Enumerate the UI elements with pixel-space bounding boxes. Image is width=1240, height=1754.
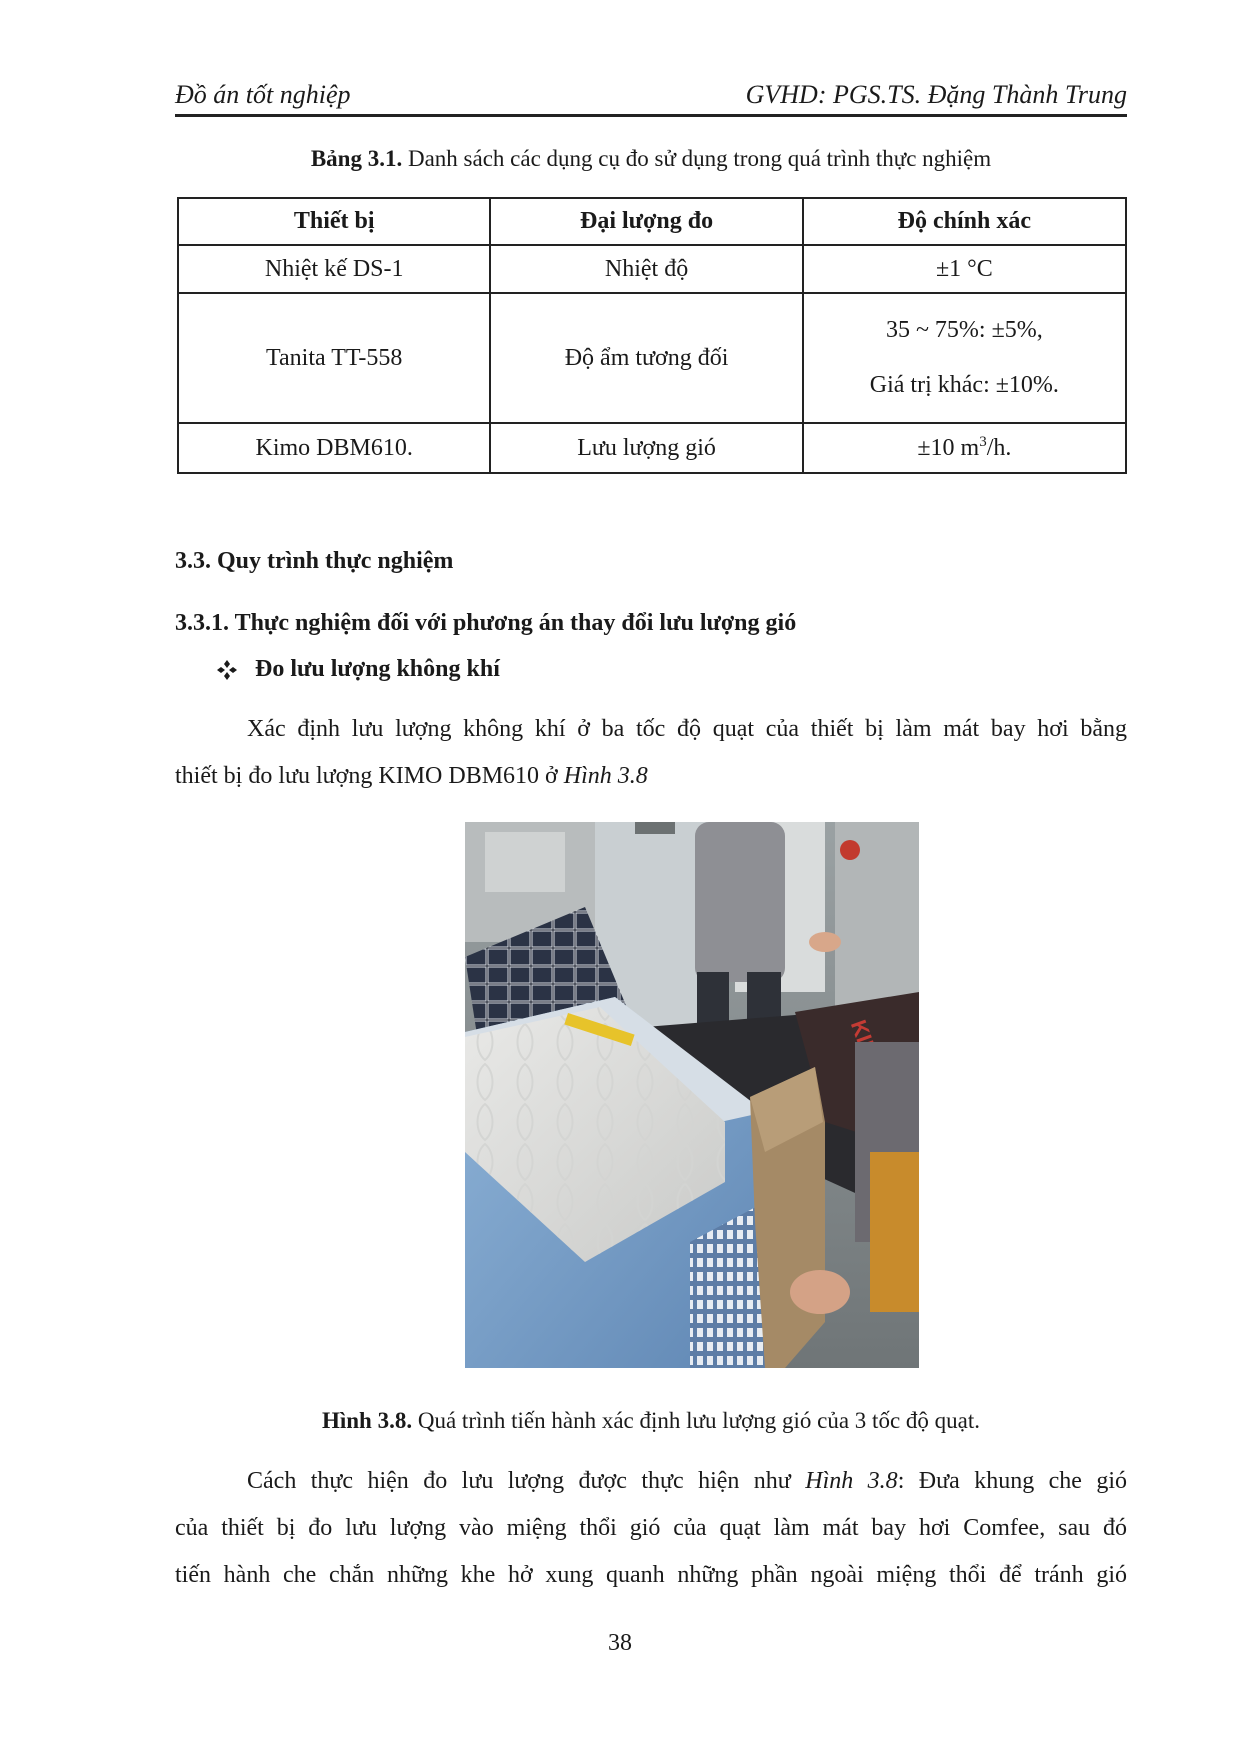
figure-reference: Hình 3.8 (805, 1468, 898, 1494)
cell-quantity: Nhiệt độ (490, 245, 802, 293)
figure-caption-text: Quá trình tiến hành xác định lưu lượng gió của 3 tốc độ quạt. (412, 1408, 981, 1433)
accuracy-value: ±10 m (917, 435, 980, 461)
figure-photo-airflow-measurement (465, 822, 919, 1368)
four-diamond-bullet-icon (217, 660, 237, 680)
figure-caption (175, 1408, 1127, 1434)
subsection-heading: 3.3.1. Thực nghiệm đối với phương án thay đổi lưu lượng gió (175, 610, 797, 636)
bullet-heading-text: Đo lưu lượng không khí (255, 656, 500, 682)
photo-illustration (465, 822, 919, 1368)
accuracy-line: 35 ~ 75%: ±5%, (885, 317, 1043, 343)
col-header-quantity: Đại lượng đo (490, 198, 802, 245)
table-row (178, 423, 1126, 473)
cell-device: Kimo DBM610. (178, 423, 490, 473)
page-header (175, 70, 1127, 117)
cell-device: Tanita TT-558 (178, 293, 490, 423)
paragraph-line: của thiết bị đo lưu lượng vào miệng thổi gió của quạt làm mát bay hơi Comfee, sau đó (175, 1515, 1127, 1541)
paragraph-line: thiết bị đo lưu lượng KIMO DBM610 ở (175, 763, 564, 789)
figure-reference: Hình 3.8 (563, 763, 648, 789)
header-left: Đồ án tốt nghiệp (175, 80, 351, 109)
header-right: GVHD: PGS.TS. Đặng Thành Trung (745, 80, 1127, 109)
col-header-device: Thiết bị (178, 198, 490, 245)
accuracy-line: Giá trị khác: ±10%. (869, 372, 1059, 398)
col-header-accuracy: Độ chính xác (803, 198, 1126, 245)
paragraph-airflow-method (175, 706, 1127, 800)
table-caption (175, 146, 1127, 172)
paragraph-measurement-procedure (175, 1458, 1127, 1599)
section-heading: 3.3. Quy trình thực nghiệm (175, 548, 454, 574)
cell-accuracy (803, 293, 1126, 423)
paragraph-line: : Đưa khung che gió (897, 1468, 1128, 1494)
page-number: 38 (608, 1630, 632, 1656)
cell-accuracy (803, 423, 1126, 473)
table-row (178, 293, 1126, 423)
table-caption-text: Danh sách các dụng cụ đo sử dụng trong quá trình thực nghiệm (402, 146, 992, 171)
instruments-table (177, 197, 1127, 474)
cell-quantity: Lưu lượng gió (490, 423, 802, 473)
paragraph-line: Cách thực hiện đo lưu lượng được thực hiện như (247, 1468, 806, 1494)
cell-device: Nhiệt kế DS-1 (178, 245, 490, 293)
table-row (178, 245, 1126, 293)
table-header-row (178, 198, 1126, 245)
bullet-heading (217, 656, 500, 683)
table-caption-label: Bảng 3.1. (310, 146, 403, 171)
paragraph-line: Xác định lưu lượng không khí ở ba tốc độ quạt của thiết bị làm mát bay hơi bằng (247, 716, 1127, 742)
figure-caption-label: Hình 3.8. (321, 1408, 413, 1433)
accuracy-superscript: 3 (979, 434, 987, 450)
paragraph-line: tiến hành che chắn những khe hở xung quanh những phần ngoài miệng thổi để tránh gió (175, 1562, 1127, 1588)
cell-accuracy: ±1 °C (803, 245, 1126, 293)
accuracy-unit: /h. (986, 435, 1012, 461)
cell-quantity: Độ ẩm tương đối (490, 293, 802, 423)
